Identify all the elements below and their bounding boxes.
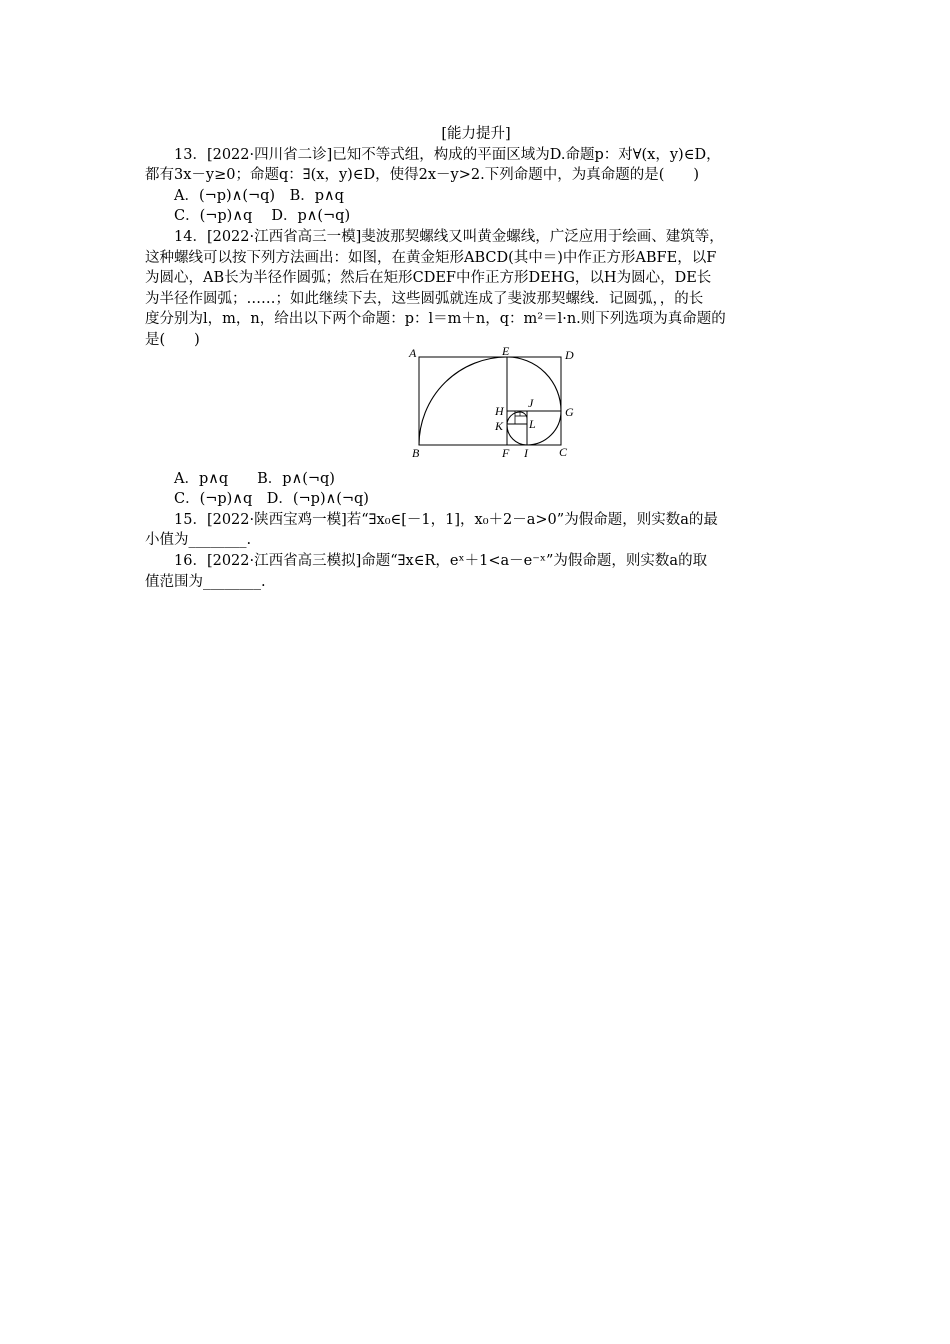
golden-spiral-diagram <box>401 343 574 469</box>
section-title: [能力提升] <box>441 126 511 142</box>
arc-ik <box>507 425 527 445</box>
label-f: F <box>502 445 510 460</box>
q14-options-cd: C．(¬p)∧q D．(¬p)∧(¬q) <box>174 491 369 508</box>
q14-line-1: 14．[2022·江西省高三一模]斐波那契螺线又叫黄金螺线，广泛应用于绘画、建筑等， <box>174 228 724 245</box>
label-j: J <box>528 395 534 410</box>
q14-line-2: 这种螺线可以按下列方法画出：如图，在黄金矩形ABCD(其中＝)中作正方形ABFE，以F <box>145 249 717 266</box>
label-a: A <box>409 345 417 360</box>
label-g: G <box>565 404 574 419</box>
question-13 <box>145 145 807 227</box>
arc-inner <box>520 412 527 419</box>
q14-line-6: 是( ) <box>145 331 200 348</box>
rectangle-abcd <box>419 357 561 445</box>
q13-line-2: 都有3x－y≥0；命题q：∃(x，y)∈D，使得2x－y>2.下列命题中，为真命题的是( ) <box>145 167 700 184</box>
worksheet-page <box>145 124 807 592</box>
label-h: H <box>495 403 504 418</box>
q14-options-ab: A．p∧q B．p∧(¬q) <box>174 470 335 487</box>
q15-line-1: 15．[2022·陕西宝鸡一模]若“∃x₀∈[－1，1]，x₀＋2－a>0”为假命题，则实数a的最 <box>174 511 718 528</box>
arc-eg <box>507 357 561 411</box>
q16-line-2: 值范围为________. <box>145 573 266 590</box>
question-16 <box>145 551 807 592</box>
q16-line-1: 16．[2022·江西省高三模拟]命题“∃x∈R，eˣ＋1<a－e⁻ˣ”为假命题，则实数a的取 <box>174 552 708 569</box>
label-e: E <box>502 343 510 358</box>
q15-line-2: 小值为________. <box>145 532 252 549</box>
label-l: L <box>529 416 536 431</box>
question-14 <box>145 227 807 510</box>
question-15 <box>145 510 807 551</box>
arc-kj <box>507 412 520 425</box>
label-i: I <box>524 445 528 460</box>
q13-line-1: 13．[2022·四川省二诊]已知不等式组，构成的平面区域为D.命题p：对∀(x，y)∈D， <box>174 146 721 163</box>
label-b: B <box>412 445 420 460</box>
q14-line-4: 为半径作圆弧；……；如此继续下去，这些圆弧就连成了斐波那契螺线．记圆弧，，的长 <box>145 290 704 307</box>
label-d: D <box>565 347 574 362</box>
label-c: C <box>559 444 568 459</box>
golden-spiral-figure <box>145 343 807 469</box>
q14-line-3: 为圆心，AB长为半径作圆弧；然后在矩形CDEF中作正方形DEHG，以H为圆心，DE长 <box>145 270 712 287</box>
q13-options-cd: C．(¬p)∧q D．p∧(¬q) <box>174 208 351 225</box>
label-k: K <box>495 418 504 433</box>
q13-options-ab: A．(¬p)∧(¬q) B．p∧q <box>174 187 344 204</box>
q14-line-5: 度分别为l，m，n，给出以下两个命题：p：l＝m＋n，q：m²＝l·n.则下列选项为真命题的 <box>145 311 726 328</box>
arc-be <box>419 357 507 445</box>
